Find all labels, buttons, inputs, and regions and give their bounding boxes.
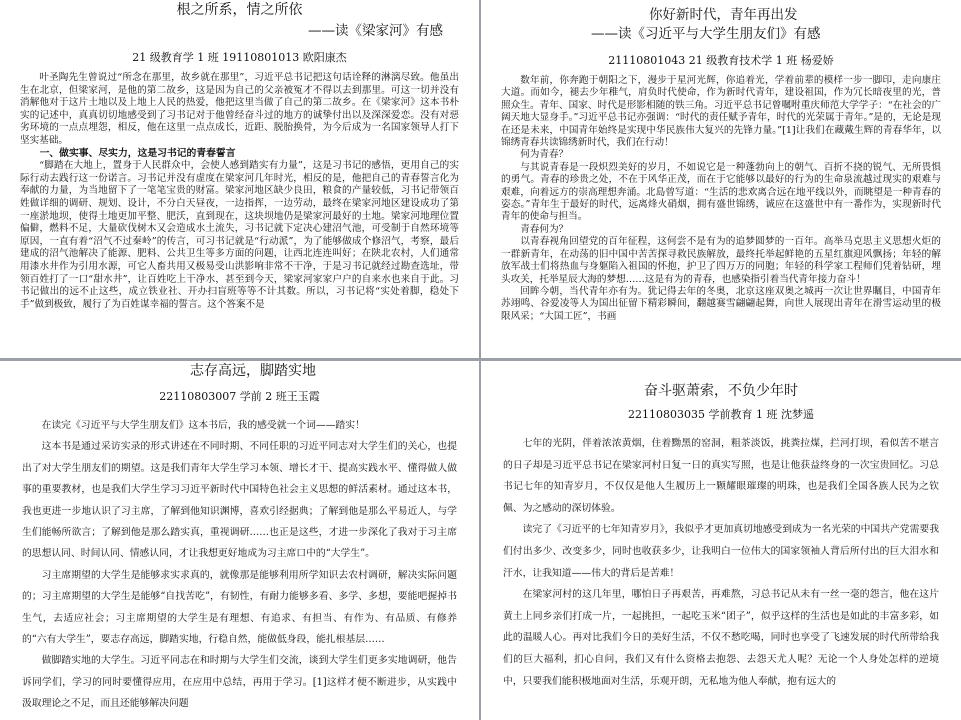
section-heading: 何为青春？ [520,149,569,161]
paragraph: 读完了《习近平的七年知青岁月》，我似乎才更加真切地感受到成为一名光荣的中国共产党需要我们付出多少、改变多少，同时也收获多少，让我明白一位伟大的国家领袖人背后所付出的巨大泪水和汗水，让我知道——伟大的背后是苦难！ [503,524,939,579]
page-title: 奋斗驱萧索，不负少年时 [644,383,798,399]
paragraph: 与其说青春是一段炽烈美好的岁月，不如说它是一种蓬勃向上的朝气、百折不挠的锐气、无所畏惧的勇气。青春的珍贵之处，不在于风华正茂，而在于它能够以最好的行为的生命泉流越过现实的艰难与艰难，向着远方的崇高理想奔涌。北島曾写道：“生活的悲欢离合远在地平线以外，而眺望是一种青春的姿态。”青年生于最好的时代，远离烽火硝烟，拥有盛世锦绣，诚应在这盛世中有一番作为，实现新时代青年的使命与担当。 [501,161,941,223]
paragraph: “脚踏在大地上，置身于人民群众中，会使人感到踏实有力量”，这是习书记的感悟，更用自己的实际行动去践行这一份诺言。习书记并没有虚度在梁家河几年时光，相反的是，他把自己的青春誓言化为奉献的力量，为当地留下了一笔笔宝贵的财富。梁家河地区缺少良田，粮食的产量较低，习书记带领百姓做详细的调研、规划、设计，不分白天昼夜，一边指挥，一边劳动，最终在梁家河地区建设成功了第一座淤地坝，使得土地更加平整、肥沃，直到现在，这块坝地仍是梁家河最好的土地。梁家河地理位置偏僻，燃料不足，大量砍伐树木又会造成水土流失，习书记就下定决心建沼气池，可受制于自然环境等原因，一直有着“沼气不过秦岭”的传言，可习书记就是“行动派”，为了能够做成个修沼气，考察，最后建成的沼气池解决了能源、肥料、公共卫生等多方面的问题，让西北连连叫好；在陕北农村，人们通常用漆水井作为引用水源，可它人畜共用又极易受山洪影响非常不干净，于是习书记就经过勘查选址，带领百姓打了一口“甜水井”，让百姓吃上干净水，甚至到今天，梁家河家家户户的自来水也来自于此。习书记做出的远不止这些，成立铁业社、开办扫盲班等等不计其数。所以，习书记将“实处着脚，稳处下手”做到极致，履行了为百姓谋幸福的誓言。这个答案不是 [20,160,459,310]
document-page-2 [481,0,961,358]
author-line: 21110801043 21 级教育技术学 1 班 杨爱娇 [608,54,834,67]
paragraph: 习主席期望的大学生是能够求实求真的，就像那是能够利用所学知识去农村调研，解决实际问题的；习主席期望的大学生是能够“自找苦吃”，有韧性，有耐力能够多看、多学、多想，要能吧握掉书生气，去适应社会；习主席期望的大学生是有理想、有追求、有担当、有作为、有品质、有修养的“六有大学生”，要志存高远，脚踏实地，行稳自然，能做低身段，能扎根基层…… [22,569,457,646]
document-page-1 [0,0,479,358]
body-text [503,433,939,692]
page-title: 志存高远，脚踏实地 [190,363,316,379]
author-line: 22110803035 学前教育 1 班 沈梦遥 [628,408,814,421]
author-line: 22110803007 学前 2 班王玉霞 [159,390,320,403]
document-page-4 [481,361,961,720]
paragraph: 七年的光阴，伴着浓浓黄烟，住着黝黑的窑洞，粗茶淡饭，挑粪拉煤，拦河打坝，看似苦不堪言的日子却是习近平总书记在梁家河村日复一日的真实写照，也是让他获益终身的一次宝贵回忆。习总书记七年的知青岁月，不仅仅是他人生履历上一颗耀眼璀璨的明珠，也是我们全国各族人民为之钦佩、为之感动的深切体验。 [503,438,939,514]
page-subtitle: ——读《习近平与大学生朋友们》有感 [591,26,821,42]
paragraph: 数年前，你奔跑于朝阳之下，漫步于星河光辉，你追着光，学着前辈的模样一步一脚印，走向康庄大道。而如今，褪去少年稚气，肩负时代使命，作为新时代青年，建设祖国，作为冗长暗夜里的光，普照众生。青年、国家、时代是形影相随的铁三角。习近平总书记曾嘱咐重庆师范大学学子：“在社会的广阔天地大显身手。”习近平总书记亦强调：“时代的责任赋予青年，时代的光荣属于青年。”是的，无论是现在还是未来，中国青年始终是实现中华民族伟大复兴的先锋力量。”[1]让我们在藏戴生辉的青春华年，以锦绣青春共读锦绣新时代，我们在行动！ [501,75,941,149]
body-text [20,72,459,311]
author-line: 21 级教育学 1 班 19110801013 欧阳康杰 [132,51,347,64]
section-heading: 一、做实事、尽实力，这是习书记的青春誓言 [39,147,236,159]
section-heading: 青春何为？ [520,223,569,235]
paragraph: 在读完《习近平与大学生朋友们》这本书后，我的感受就一个词——踏实！ [41,420,365,431]
paragraph: 这本书是通过采访实录的形式讲述在不同时期、不同任职的习近平同志对大学生们的关心，也提出了对大学生朋友们的期望。这是我们青年大学生学习本领、增长才干、提高实践水平、懂得做人做事的重要教材，也是我们大学生学习习近平新时代中国特色社会主义思想的鲜活素材。通过这本书，我也更进一步地认识了习主席，了解到他知识渊博，喜欢引经据典；了解到他是那么平易近人，与学生们能畅所欲言；了解到他是那么踏实真，重视调研……也正是这些，才进一步深化了我对于习主席的思想认同、时间认同、情感认同，才让我想更好地成为习主席口中的“大学生”。 [22,441,457,560]
document-page-3 [0,361,479,720]
body-text [501,75,941,323]
page-subtitle: ——读《梁家河》有感 [308,23,443,39]
body-text [22,415,457,715]
paragraph: 在梁家河村的这几年里，哪怕日子再艰苦，再难熬，习总书记从未有一丝一毫的怨言，他在这片黄土上同乡亲们打成一片，一起挑担，一起吃玉米“团子”，似乎这样的生活也是如此的丰富多彩，如此的温暖人心。再对比我们今日的美好生活，不仅不愁吃喝，同时也享受了飞速发展的时代所带给我们的巨大福利，扪心自问，我们又有什么资格去抱怨、去怨天尤人呢？无论一个人身处怎样的逆境中，只要我们能积极地面对生活，乐观开朗，无私地为他人奉献，抱有远大的 [503,589,939,687]
paragraph: 叶圣陶先生曾说过“所念在那里，故乡就在那里”，习近平总书记把这句话诠释的淋漓尽致。他虽出生在北京，但梁家河，是他的第二故乡，这是因为自己的父亲被冤才不得以去到那里。可这一切并没有消解他对于这片土地以及上地上人民的热爱，他把这里当做了自己的第二故乡。在《梁家河》这本书朴实的记述中，真真切切地感受到了习书记对于他曾经奋斗过的地方的诚挚付出以及深深爱恋。没有对惡劣环境的一点点埋怨，相反，他在这里一点点成长，近距、脱胎换骨，为今后成为一名国家领导人打下坚实基础。 [20,72,459,146]
paragraph: 回眸今朝，当代青年亦有为。犹记得去年的冬奥，北京这座双奥之城再一次让世界瞩目，中国青年苏翊鸣、谷爱凌等人为国出征留下精彩瞬间，翻越赛雪翩翩起舞，向世人展现出青年在滑雪运动里的极限风采；“大国工匠”，书画 [501,285,941,322]
page-title: 根之所系，情之所依 [176,2,303,18]
page-title: 你好新时代，青年再出发 [649,7,798,23]
paragraph: 以青春视角回望党的百年征程，这何尝不是有为的追梦圆梦的一百年。高举马克思主义思想火炬的一群新青年，在动荡的旧中国中苦苦探寻救民族解放，最终托举起鲜艳的五星红旗迎风飘扬；年轻的解放军战士们将热血与身躯陷入祖国的怀抱，护卫了四万万的同胞；年轻的科学家工程师们凭着钻研，埋头攻关，托举星辰大海的梦想……这是有为的青春，也感染指引着当代青年接力奋斗！ [501,236,941,285]
paragraph: 做脚踏实地的大学生。习近平同志在和时期与大学生们交流，谈到大学生们更多实地调研，他告诉同学们，学习的同时要懂得应用，在应用中总结，再用于学习。[1]这样才便不断进步，从实践中汲取理论之不足，而且还能够解决问题 [22,655,457,710]
